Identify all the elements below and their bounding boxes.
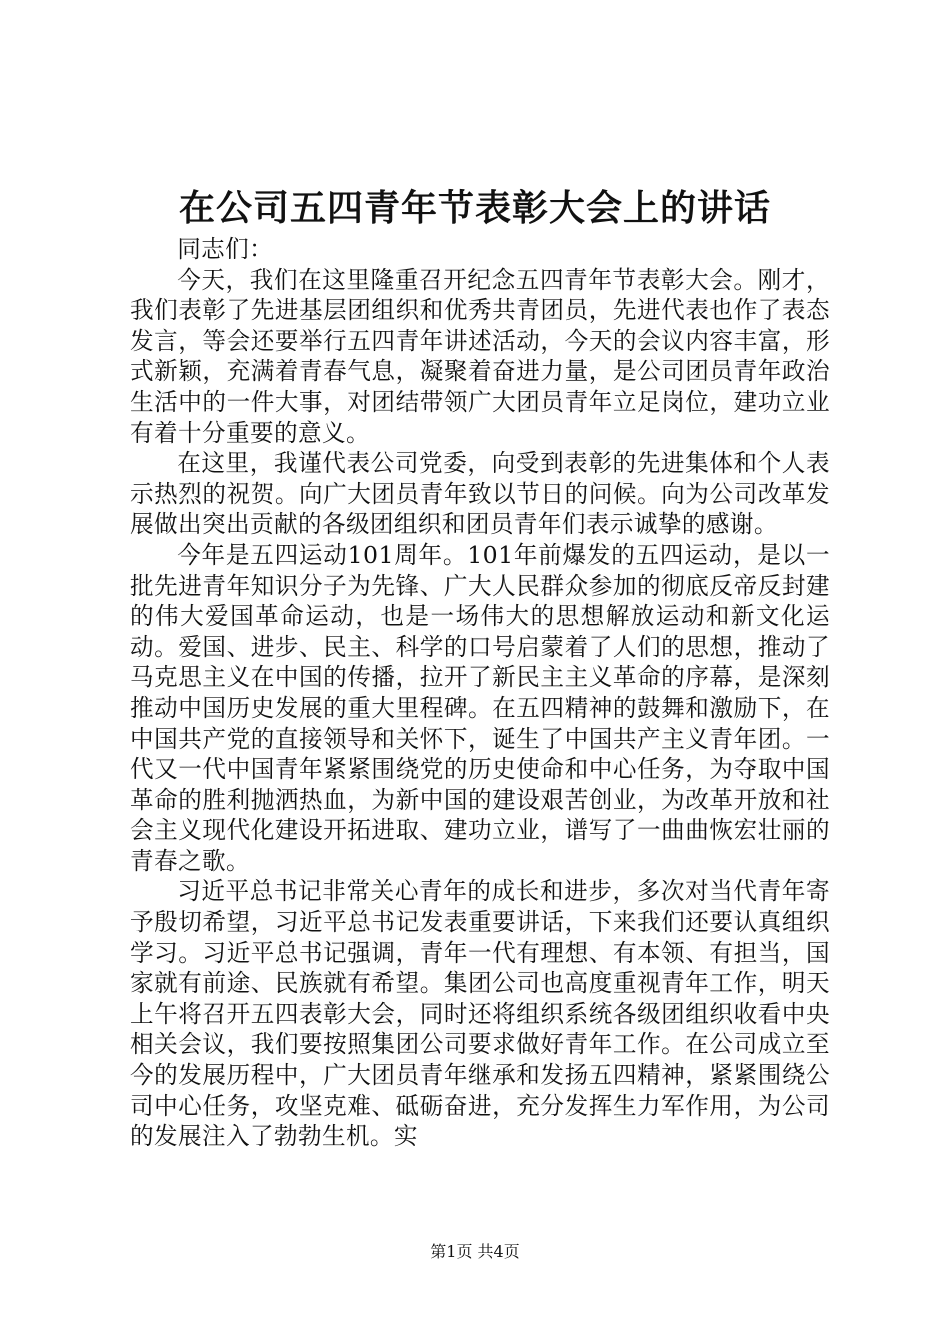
- paragraph-3: 今年是五四运动101周年。101年前爆发的五四运动，是以一批先进青年知识分子为先锋、广大人民群众参加的彻底反帝反封建的伟大爱国革命运动，也是一场伟大的思想解放运动和新文化运动。爱国、进步、民主、科学的口号启蒙着了人们的思想，推动了马克思主义在中国的传播，拉开了新民主主义革命的序幕，是深刻推动中国历史发展的重大里程碑。在五四精神的鼓舞和激励下，在中国共产党的直接领导和关怀下，诞生了中国共产主义青年团。一代又一代中国青年紧紧围绕党的历史使命和中心任务，为夺取中国革命的胜利抛洒热血，为新中国的建设艰苦创业，为改革开放和社会主义现代化建设开拓进取、建功立业，谱写了一曲曲恢宏壮丽的青春之歌。: [130, 540, 830, 875]
- page-number-footer: 第1页 共4页: [430, 1242, 520, 1261]
- greeting: 同志们：: [177, 235, 274, 263]
- document-title: 在公司五四青年节表彰大会上的讲话: [178, 187, 771, 229]
- paragraph-1: 今天，我们在这里隆重召开纪念五四青年节表彰大会。刚才，我们表彰了先进基层团组织和优秀共青团员，先进代表也作了表态发言，等会还要举行五四青年讲述活动，今天的会议内容丰富，形式新颖，充满着青春气息，凝聚着奋进力量，是公司团员青年政治生活中的一件大事，对团结带领广大团员青年立足岗位，建功立业有着十分重要的意义。: [130, 265, 830, 447]
- paragraph-4: 习近平总书记非常关心青年的成长和进步，多次对当代青年寄予殷切希望，习近平总书记发表重要讲话，下来我们还要认真组织学习。习近平总书记强调，青年一代有理想、有本领、有担当，国家就有前途、民族就有希望。集团公司也高度重视青年工作，明天上午将召开五四表彰大会，同时还将组织系统各级团组织收看中央相关会议，我们要按照集团公司要求做好青年工作。在公司成立至今的发展历程中，广大团员青年继承和发扬五四精神，紧紧围绕公司中心任务，攻坚克难、砥砺奋进，充分发挥生力军作用，为公司的发展注入了勃勃生机。实: [130, 877, 830, 1151]
- paragraph-2: 在这里，我谨代表公司党委，向受到表彰的先进集体和个人表示热烈的祝贺。向广大团员青年致以节日的问候。向为公司改革发展做出突出贡献的各级团组织和团员青年们表示诚挚的感谢。: [130, 449, 830, 539]
- document-body: [130, 234, 830, 1152]
